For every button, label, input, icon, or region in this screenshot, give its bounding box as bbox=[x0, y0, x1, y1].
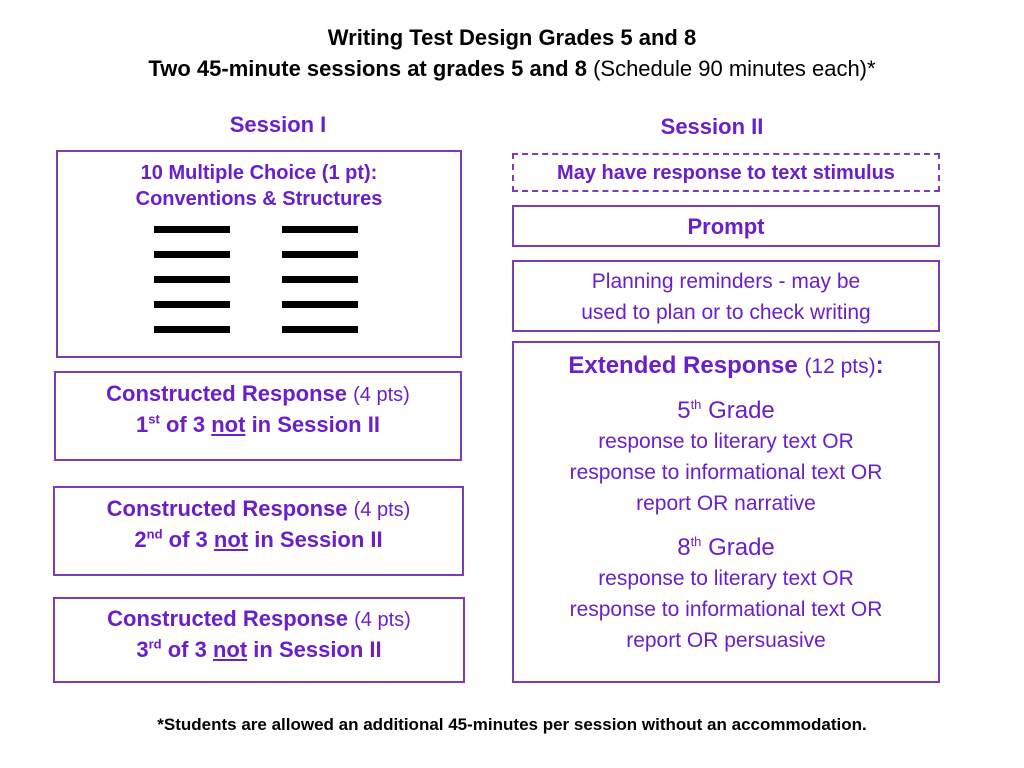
mc-bar bbox=[282, 251, 358, 258]
grade-5-line: response to literary text OR bbox=[598, 430, 854, 453]
planning-line-2: used to plan or to check writing bbox=[581, 301, 871, 324]
mc-bar bbox=[154, 326, 230, 333]
page-title: Writing Test Design Grades 5 and 8 bbox=[327, 25, 697, 50]
cr-ordinal: 1 bbox=[136, 412, 149, 437]
cr-rest: in Session II bbox=[253, 637, 382, 662]
cr-of: of 3 bbox=[165, 412, 206, 437]
footnote: *Students are allowed an additional 45-minutes per session without an accommodation. bbox=[157, 715, 867, 734]
extended-response-box bbox=[512, 341, 940, 683]
mc-line-2: Conventions & Structures bbox=[135, 188, 383, 210]
cr-title bbox=[56, 379, 460, 410]
grade-8-line: report OR persuasive bbox=[626, 629, 826, 652]
cr-points: (4 pts) bbox=[353, 499, 411, 521]
constructed-response-3 bbox=[53, 597, 465, 683]
cr-title-text: Constructed Response bbox=[106, 381, 347, 406]
subtitle-bold: Two 45-minute sessions at grades 5 and 8 bbox=[148, 56, 587, 81]
cr-ordinal-suffix: nd bbox=[146, 526, 163, 542]
session-1-heading: Session I bbox=[229, 112, 327, 137]
grade-8-line: response to informational text OR bbox=[569, 598, 883, 621]
grade-8-line: response to literary text OR bbox=[598, 567, 854, 590]
mc-bar bbox=[282, 226, 358, 233]
cr-title bbox=[55, 604, 463, 635]
extended-points: (12 pts) bbox=[804, 355, 876, 378]
stimulus-box: May have response to text stimulus bbox=[512, 153, 940, 192]
grade-5-number: 5 bbox=[677, 397, 691, 424]
cr-title bbox=[55, 494, 462, 525]
grade-5-list bbox=[514, 426, 938, 519]
grade-8-number: 8 bbox=[677, 534, 691, 561]
page-subtitle bbox=[0, 56, 1024, 82]
cr-of: of 3 bbox=[168, 527, 208, 552]
cr-not: not bbox=[211, 412, 246, 437]
prompt-box: Prompt bbox=[512, 205, 940, 247]
mc-bar bbox=[154, 226, 230, 233]
cr-ordinal-suffix: rd bbox=[148, 636, 162, 652]
session-2-heading: Session II bbox=[660, 114, 764, 139]
subtitle-rest: (Schedule 90 minutes each)* bbox=[593, 56, 876, 81]
mc-bar bbox=[154, 301, 230, 308]
constructed-response-2 bbox=[53, 486, 464, 576]
mc-bar bbox=[154, 276, 230, 283]
cr-subtitle bbox=[55, 525, 462, 555]
cr-ordinal-suffix: st bbox=[148, 411, 160, 427]
cr-of: of 3 bbox=[167, 637, 207, 662]
grade-8-suffix: th bbox=[690, 534, 702, 549]
cr-ordinal: 3 bbox=[136, 637, 149, 662]
planning-box bbox=[512, 260, 940, 332]
mc-line-1: 10 Multiple Choice (1 pt): bbox=[140, 162, 378, 184]
multiple-choice-box bbox=[56, 150, 462, 358]
cr-rest: in Session II bbox=[254, 527, 383, 552]
cr-points: (4 pts) bbox=[354, 609, 411, 631]
constructed-response-1 bbox=[54, 371, 462, 461]
grade-5-suffix: th bbox=[690, 397, 702, 412]
cr-title-text: Constructed Response bbox=[106, 496, 348, 521]
cr-not: not bbox=[213, 527, 249, 552]
cr-points: (4 pts) bbox=[353, 384, 410, 406]
grade-8-heading bbox=[514, 533, 938, 563]
cr-subtitle bbox=[55, 635, 463, 665]
extended-title bbox=[514, 351, 938, 382]
cr-ordinal: 2 bbox=[134, 527, 147, 552]
planning-line-1: Planning reminders - may be bbox=[591, 270, 861, 293]
grade-5-label: Grade bbox=[708, 397, 775, 424]
cr-subtitle bbox=[56, 410, 460, 440]
grade-8-label: Grade bbox=[708, 534, 775, 561]
grade-5-heading bbox=[514, 396, 938, 426]
mc-bar bbox=[282, 301, 358, 308]
cr-rest: in Session II bbox=[251, 412, 380, 437]
extended-title-text: Extended Response bbox=[568, 352, 798, 379]
grade-5-line: response to informational text OR bbox=[569, 461, 883, 484]
cr-title-text: Constructed Response bbox=[107, 606, 348, 631]
mc-bar bbox=[282, 276, 358, 283]
extended-colon: : bbox=[875, 352, 884, 379]
grade-5-line: report OR narrative bbox=[636, 492, 816, 515]
grade-8-list bbox=[514, 563, 938, 656]
cr-not: not bbox=[212, 637, 248, 662]
mc-bar bbox=[154, 251, 230, 258]
mc-bar bbox=[282, 326, 358, 333]
